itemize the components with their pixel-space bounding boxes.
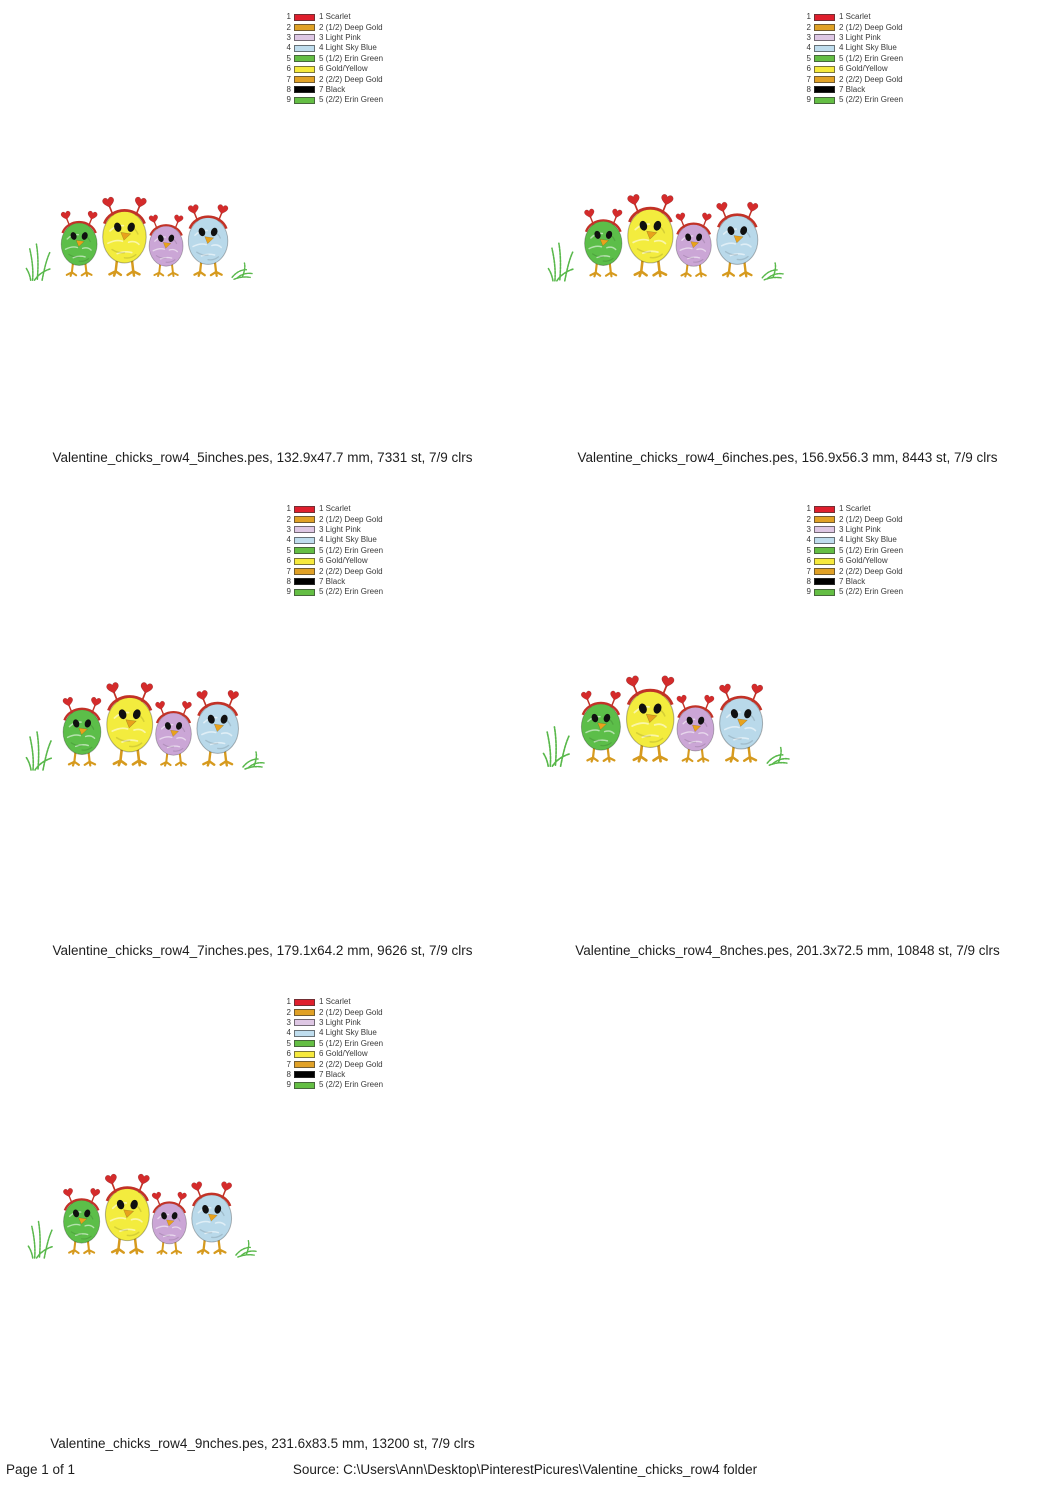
legend-row-index: 3 (286, 1017, 291, 1027)
thread-color-label: 2 (1/2) Deep Gold (839, 22, 903, 32)
legend-row-index: 6 (286, 556, 291, 566)
color-swatch (294, 547, 315, 554)
thread-color-label: 4 Light Sky Blue (839, 535, 897, 545)
color-swatch (294, 97, 315, 104)
thread-color-label: 4 Light Sky Blue (839, 43, 897, 53)
thread-color-label: 7 Black (839, 576, 866, 586)
legend-row (803, 33, 903, 43)
legend-row-index: 9 (286, 95, 291, 105)
legend-row (283, 504, 383, 514)
thread-color-label: 6 Gold/Yellow (839, 64, 888, 74)
design-caption: Valentine_chicks_row4_5inches.pes, 132.9x47.7 mm, 7331 st, 7/9 clrs (52, 450, 473, 465)
thread-color-label: 2 (2/2) Deep Gold (319, 1059, 383, 1069)
legend-row-index: 5 (286, 545, 291, 555)
color-swatch (294, 999, 315, 1006)
color-swatch (294, 578, 315, 585)
legend-row-index: 4 (286, 43, 291, 53)
legend-row (283, 33, 383, 43)
thread-color-label: 3 Light Pink (319, 1017, 361, 1027)
thread-color-label: 7 Black (319, 576, 346, 586)
legend-row (283, 587, 383, 597)
thread-color-label: 3 Light Pink (319, 32, 361, 42)
thread-color-legend (283, 12, 383, 106)
legend-row-index: 5 (286, 1038, 291, 1048)
color-swatch (814, 45, 835, 52)
legend-row (283, 1028, 383, 1038)
thread-color-label: 2 (2/2) Deep Gold (319, 566, 383, 576)
color-swatch (814, 558, 835, 565)
legend-row (803, 566, 903, 576)
color-swatch (814, 24, 835, 31)
legend-row-index: 7 (806, 74, 811, 84)
legend-row-index: 9 (806, 587, 811, 597)
legend-row-index: 9 (286, 587, 291, 597)
color-swatch (294, 66, 315, 73)
thread-color-label: 5 (2/2) Erin Green (319, 95, 384, 105)
color-swatch (294, 1030, 315, 1037)
legend-row-index: 5 (806, 545, 811, 555)
legend-row-index: 7 (286, 1059, 291, 1069)
legend-row (803, 514, 903, 524)
color-swatch (294, 1051, 315, 1058)
legend-row (803, 12, 903, 22)
legend-row (283, 566, 383, 576)
color-swatch (814, 55, 835, 62)
source-path: Source: C:\Users\Ann\Desktop\PinterestPicures\Valentine_chicks_row4 folder (292, 1462, 758, 1477)
legend-row-index: 6 (806, 556, 811, 566)
design-caption: Valentine_chicks_row4_9nches.pes, 231.6x83.5 mm, 13200 st, 7/9 clrs (50, 1436, 475, 1451)
thread-color-label: 2 (2/2) Deep Gold (319, 74, 383, 84)
legend-row-index: 8 (806, 84, 811, 94)
legend-row-index: 2 (806, 22, 811, 32)
thread-color-label: 2 (1/2) Deep Gold (319, 514, 383, 524)
color-swatch (814, 526, 835, 533)
legend-row-index: 1 (286, 12, 291, 22)
design-caption: Valentine_chicks_row4_7inches.pes, 179.1x64.2 mm, 9626 st, 7/9 clrs (52, 943, 473, 958)
legend-row-index: 8 (286, 1069, 291, 1079)
color-swatch (294, 1040, 315, 1047)
legend-row-index: 2 (286, 22, 291, 32)
legend-row (283, 1080, 383, 1090)
thread-color-label: 4 Light Sky Blue (319, 43, 377, 53)
thread-color-label: 3 Light Pink (319, 524, 361, 534)
thread-color-label: 6 Gold/Yellow (319, 556, 368, 566)
legend-row (283, 1059, 383, 1069)
legend-row-index: 7 (806, 566, 811, 576)
legend-row (283, 997, 383, 1007)
legend-row-index: 9 (286, 1080, 291, 1090)
color-swatch (814, 14, 835, 21)
design-caption: Valentine_chicks_row4_6inches.pes, 156.9x56.3 mm, 8443 st, 7/9 clrs (577, 450, 998, 465)
legend-row (803, 587, 903, 597)
legend-row (283, 22, 383, 32)
color-swatch (294, 568, 315, 575)
design-preview-8inches (542, 667, 790, 770)
legend-row (283, 43, 383, 53)
legend-row-index: 8 (806, 576, 811, 586)
color-swatch (814, 568, 835, 575)
thread-color-label: 5 (2/2) Erin Green (319, 587, 384, 597)
color-swatch (294, 34, 315, 41)
legend-row (283, 556, 383, 566)
design-preview-7inches (25, 674, 265, 774)
legend-row (803, 95, 903, 105)
page-number: Page 1 of 1 (6, 1462, 76, 1477)
legend-row (283, 546, 383, 556)
thread-color-label: 6 Gold/Yellow (319, 64, 368, 74)
color-swatch (294, 24, 315, 31)
thread-color-label: 5 (1/2) Erin Green (319, 53, 384, 63)
legend-row (283, 525, 383, 535)
thread-color-label: 2 (1/2) Deep Gold (319, 1007, 383, 1017)
legend-row (803, 556, 903, 566)
thread-color-label: 4 Light Sky Blue (319, 1028, 377, 1038)
legend-row (283, 1039, 383, 1049)
legend-row-index: 7 (286, 74, 291, 84)
legend-row-index: 9 (806, 95, 811, 105)
thread-color-label: 2 (2/2) Deep Gold (839, 566, 903, 576)
legend-row (803, 22, 903, 32)
color-swatch (294, 14, 315, 21)
design-preview-9inches (27, 1166, 257, 1262)
legend-row-index: 2 (286, 514, 291, 524)
thread-color-label: 5 (2/2) Erin Green (319, 1080, 384, 1090)
legend-row-index: 2 (286, 1007, 291, 1017)
legend-row-index: 4 (286, 1028, 291, 1038)
color-swatch (814, 547, 835, 554)
color-swatch (294, 1061, 315, 1068)
thread-color-label: 2 (2/2) Deep Gold (839, 74, 903, 84)
color-swatch (294, 1009, 315, 1016)
legend-row (803, 577, 903, 587)
legend-row-index: 3 (806, 32, 811, 42)
legend-row-index: 7 (286, 566, 291, 576)
color-swatch (814, 66, 835, 73)
legend-row (283, 535, 383, 545)
legend-row (803, 74, 903, 84)
thread-color-label: 1 Scarlet (319, 12, 351, 22)
thread-color-label: 7 Black (319, 84, 346, 94)
color-swatch (294, 506, 315, 513)
legend-row-index: 4 (806, 535, 811, 545)
legend-row (283, 1070, 383, 1080)
legend-row-index: 3 (806, 524, 811, 534)
design-caption: Valentine_chicks_row4_8nches.pes, 201.3x72.5 mm, 10848 st, 7/9 clrs (575, 943, 1000, 958)
color-swatch (294, 516, 315, 523)
thread-color-label: 7 Black (319, 1069, 346, 1079)
color-swatch (294, 526, 315, 533)
legend-row-index: 4 (806, 43, 811, 53)
legend-row (803, 54, 903, 64)
thread-color-label: 1 Scarlet (319, 504, 351, 514)
legend-row (283, 577, 383, 587)
color-swatch (294, 55, 315, 62)
color-swatch (814, 589, 835, 596)
color-swatch (814, 578, 835, 585)
thread-color-label: 5 (2/2) Erin Green (839, 95, 904, 105)
thread-color-label: 6 Gold/Yellow (839, 556, 888, 566)
legend-row (803, 43, 903, 53)
color-swatch (294, 589, 315, 596)
thread-color-label: 5 (2/2) Erin Green (839, 587, 904, 597)
thread-color-legend (803, 12, 903, 106)
legend-row (803, 535, 903, 545)
color-swatch (814, 537, 835, 544)
thread-color-label: 3 Light Pink (839, 524, 881, 534)
legend-row-index: 2 (806, 514, 811, 524)
color-swatch (814, 506, 835, 513)
thread-color-label: 5 (1/2) Erin Green (319, 545, 384, 555)
color-swatch (294, 45, 315, 52)
color-swatch (814, 97, 835, 104)
legend-row-index: 5 (286, 53, 291, 63)
legend-row-index: 1 (286, 504, 291, 514)
thread-color-label: 5 (1/2) Erin Green (839, 545, 904, 555)
thread-color-legend (803, 504, 903, 598)
legend-row-index: 4 (286, 535, 291, 545)
legend-row (283, 1018, 383, 1028)
legend-row (803, 504, 903, 514)
color-swatch (814, 34, 835, 41)
legend-row (283, 12, 383, 22)
color-swatch (294, 86, 315, 93)
legend-row (283, 64, 383, 74)
design-preview-6inches (547, 186, 784, 285)
legend-row (283, 1049, 383, 1059)
color-swatch (294, 558, 315, 565)
thread-color-label: 1 Scarlet (839, 12, 871, 22)
legend-row-index: 3 (286, 524, 291, 534)
thread-color-legend (283, 997, 383, 1091)
color-swatch (294, 1019, 315, 1026)
legend-row (283, 514, 383, 524)
thread-color-label: 1 Scarlet (839, 504, 871, 514)
thread-color-label: 5 (1/2) Erin Green (839, 53, 904, 63)
legend-row-index: 6 (286, 64, 291, 74)
legend-row-index: 5 (806, 53, 811, 63)
legend-row-index: 3 (286, 32, 291, 42)
legend-row-index: 8 (286, 576, 291, 586)
thread-color-label: 3 Light Pink (839, 32, 881, 42)
color-swatch (294, 1082, 315, 1089)
legend-row (283, 1007, 383, 1017)
design-preview-5inches (25, 189, 253, 284)
color-swatch (814, 516, 835, 523)
thread-color-legend (283, 504, 383, 598)
thread-color-label: 6 Gold/Yellow (319, 1049, 368, 1059)
color-swatch (294, 76, 315, 83)
legend-row-index: 6 (806, 64, 811, 74)
color-swatch (294, 537, 315, 544)
legend-row-index: 1 (286, 997, 291, 1007)
legend-row-index: 6 (286, 1049, 291, 1059)
legend-row (283, 74, 383, 84)
thread-color-label: 1 Scarlet (319, 997, 351, 1007)
legend-row (803, 546, 903, 556)
thread-color-label: 2 (1/2) Deep Gold (319, 22, 383, 32)
color-swatch (814, 86, 835, 93)
legend-row-index: 1 (806, 504, 811, 514)
legend-row-index: 8 (286, 84, 291, 94)
thread-color-label: 5 (1/2) Erin Green (319, 1038, 384, 1048)
legend-row (283, 85, 383, 95)
thread-color-label: 4 Light Sky Blue (319, 535, 377, 545)
legend-row (283, 95, 383, 105)
legend-row (803, 525, 903, 535)
legend-row (283, 54, 383, 64)
color-swatch (814, 76, 835, 83)
thread-color-label: 2 (1/2) Deep Gold (839, 514, 903, 524)
thread-color-label: 7 Black (839, 84, 866, 94)
legend-row-index: 1 (806, 12, 811, 22)
legend-row (803, 64, 903, 74)
color-swatch (294, 1071, 315, 1078)
legend-row (803, 85, 903, 95)
